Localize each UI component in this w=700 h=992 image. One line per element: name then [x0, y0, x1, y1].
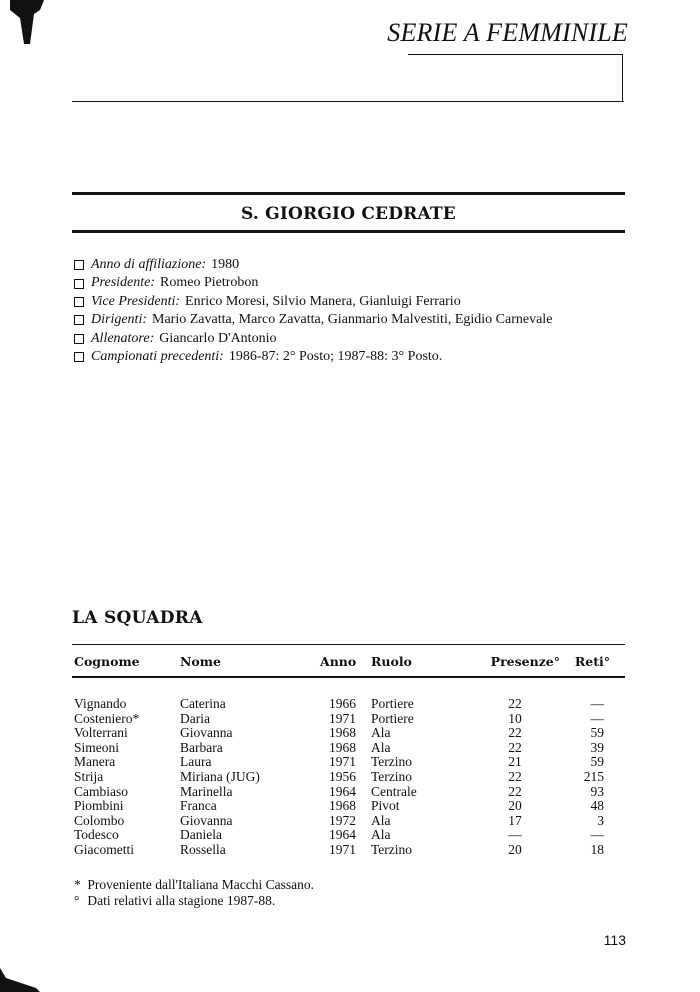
cell-cognome: Volterrani	[74, 725, 128, 741]
page-number: 113	[603, 932, 626, 948]
cell-cognome: Todesco	[74, 827, 119, 843]
cell-nome: Caterina	[180, 696, 226, 711]
table-row	[74, 697, 625, 712]
squad-heading: LA SQUADRA	[72, 608, 203, 628]
info-item-president	[74, 274, 552, 292]
cell-anno: 1964	[329, 827, 356, 843]
cell-cognome: Piombini	[74, 798, 124, 814]
cell-anno: 1968	[329, 739, 356, 755]
cell-reti: 59	[590, 754, 604, 770]
cell-reti: —	[590, 696, 604, 711]
cell-nome: Marinella	[180, 783, 233, 799]
cell-ruolo: Ala	[371, 739, 391, 755]
cell-nome: Giovanna	[180, 725, 233, 741]
info-value: Enrico Moresi, Silvio Manera, Gianluigi Ferrario	[185, 293, 461, 309]
info-item-vice-presidents	[74, 293, 552, 311]
info-label: Allenatore:	[91, 330, 155, 346]
column-header-ruolo: Ruolo	[371, 654, 412, 669]
cell-presenze: 22	[508, 725, 522, 741]
cell-anno: 1971	[329, 710, 356, 726]
cell-nome: Giovanna	[180, 812, 233, 828]
cell-cognome: Colombo	[74, 812, 125, 828]
squad-table-body	[74, 697, 625, 858]
checkbox-square-icon	[74, 334, 84, 344]
cell-reti: —	[590, 827, 604, 843]
cell-anno: 1966	[329, 696, 356, 711]
cell-anno: 1971	[329, 754, 356, 770]
cell-ruolo: Centrale	[371, 783, 417, 799]
header-rule	[72, 101, 624, 102]
checkbox-square-icon	[74, 279, 84, 289]
info-value: 1980	[211, 257, 240, 272]
footnote-mark: °	[74, 892, 80, 908]
table-row	[74, 785, 625, 800]
table-row	[74, 843, 625, 858]
club-info-list	[74, 256, 552, 366]
table-rule-top	[72, 644, 625, 645]
cell-anno: 1964	[329, 783, 356, 799]
info-item-managers	[74, 311, 552, 329]
cell-ruolo: Terzino	[371, 841, 413, 857]
cell-presenze: 10	[508, 710, 522, 726]
cell-cognome: Strija	[74, 768, 104, 784]
cell-reti: 18	[590, 841, 604, 857]
info-value: Mario Zavatta, Marco Zavatta, Gianmario Malvestiti, Egidio Carnevale	[152, 312, 553, 328]
cell-nome: Barbara	[180, 739, 223, 755]
column-header-reti: Reti°	[574, 654, 610, 669]
cell-cognome: Vignando	[74, 696, 127, 711]
column-header-presenze: Presenze°	[490, 654, 560, 669]
table-row	[74, 755, 625, 770]
column-header-nome: Nome	[180, 654, 221, 669]
info-value: Romeo Pietrobon	[160, 275, 259, 291]
table-rule-header	[72, 676, 625, 678]
table-row	[74, 726, 625, 741]
cell-presenze: 22	[508, 768, 522, 784]
cell-presenze: 20	[508, 841, 522, 857]
cell-ruolo: Ala	[371, 827, 391, 843]
cell-nome: Rossella	[180, 841, 226, 857]
info-label: Anno di affiliazione:	[91, 257, 207, 272]
cell-reti: 39	[590, 739, 604, 755]
table-row	[74, 828, 625, 843]
table-row	[74, 741, 625, 756]
cell-cognome: Giacometti	[74, 841, 134, 857]
info-value: 1986-87: 2° Posto; 1987-88: 3° Posto.	[228, 349, 443, 365]
corner-mark-icon	[0, 968, 40, 992]
info-label: Campionati precedenti:	[91, 349, 224, 365]
footnote-mark: *	[74, 877, 81, 892]
table-row	[74, 712, 625, 727]
info-value: Giancarlo D'Antonio	[159, 330, 277, 346]
cell-reti: —	[590, 710, 604, 726]
info-item-previous-championships	[74, 348, 552, 366]
info-item-affiliation	[74, 256, 552, 274]
cell-anno: 1956	[329, 768, 356, 784]
info-label: Vice Presidenti:	[91, 293, 181, 309]
cell-nome: Daniela	[180, 827, 222, 843]
footnote	[74, 877, 314, 893]
info-item-coach	[74, 330, 552, 348]
club-name: S. GIORGIO CEDRATE	[241, 204, 456, 224]
header-frame	[408, 54, 623, 101]
footnote-text: Proveniente dall'Italiana Macchi Cassano.	[87, 877, 314, 892]
cell-presenze: —	[508, 827, 522, 843]
cell-nome: Franca	[180, 798, 217, 814]
cell-cognome: Costeniero*	[74, 710, 140, 726]
cell-reti: 59	[590, 725, 604, 741]
cell-cognome: Cambiaso	[74, 783, 128, 799]
cell-reti: 48	[590, 798, 604, 814]
table-row	[74, 770, 625, 785]
info-label: Presidente:	[91, 275, 156, 291]
cell-presenze: 20	[508, 798, 522, 814]
cell-presenze: 22	[508, 739, 522, 755]
table-row	[74, 799, 625, 814]
cell-ruolo: Terzino	[371, 754, 413, 770]
cell-cognome: Manera	[74, 754, 116, 770]
cell-anno: 1971	[329, 841, 356, 857]
cell-ruolo: Ala	[371, 812, 391, 828]
footnote-text: Dati relativi alla stagione 1987-88.	[87, 892, 276, 908]
cell-anno: 1968	[329, 798, 356, 814]
cell-ruolo: Ala	[371, 725, 391, 741]
cell-presenze: 17	[508, 812, 522, 828]
cell-ruolo: Terzino	[371, 768, 413, 784]
cell-anno: 1972	[329, 812, 356, 828]
info-label: Dirigenti:	[91, 312, 147, 328]
checkbox-square-icon	[74, 315, 84, 325]
section-title: SERIE A FEMMINILE	[387, 18, 628, 47]
cell-presenze: 22	[508, 696, 522, 711]
cell-presenze: 22	[508, 783, 522, 799]
cell-presenze: 21	[508, 754, 522, 770]
cell-nome: Miriana (JUG)	[180, 768, 260, 784]
column-header-anno: Anno	[320, 654, 357, 669]
footnotes	[74, 877, 314, 908]
checkbox-square-icon	[74, 352, 84, 362]
table-row	[74, 814, 625, 829]
cell-cognome: Simeoni	[74, 739, 120, 755]
cell-reti: 3	[597, 812, 604, 828]
cell-anno: 1968	[329, 725, 356, 741]
checkbox-square-icon	[74, 297, 84, 307]
cell-ruolo: Portiere	[371, 696, 414, 711]
cell-ruolo: Pivot	[371, 798, 400, 814]
cell-reti: 215	[583, 768, 604, 784]
cell-nome: Daria	[180, 710, 210, 726]
cell-nome: Laura	[180, 754, 212, 770]
club-rule-bottom	[72, 230, 625, 233]
cell-reti: 93	[590, 783, 604, 799]
club-rule-top	[72, 192, 625, 195]
corner-mark-icon	[10, 0, 44, 44]
cell-ruolo: Portiere	[371, 710, 414, 726]
checkbox-square-icon	[74, 260, 84, 270]
column-header-cognome: Cognome	[74, 654, 140, 669]
footnote	[74, 893, 314, 909]
